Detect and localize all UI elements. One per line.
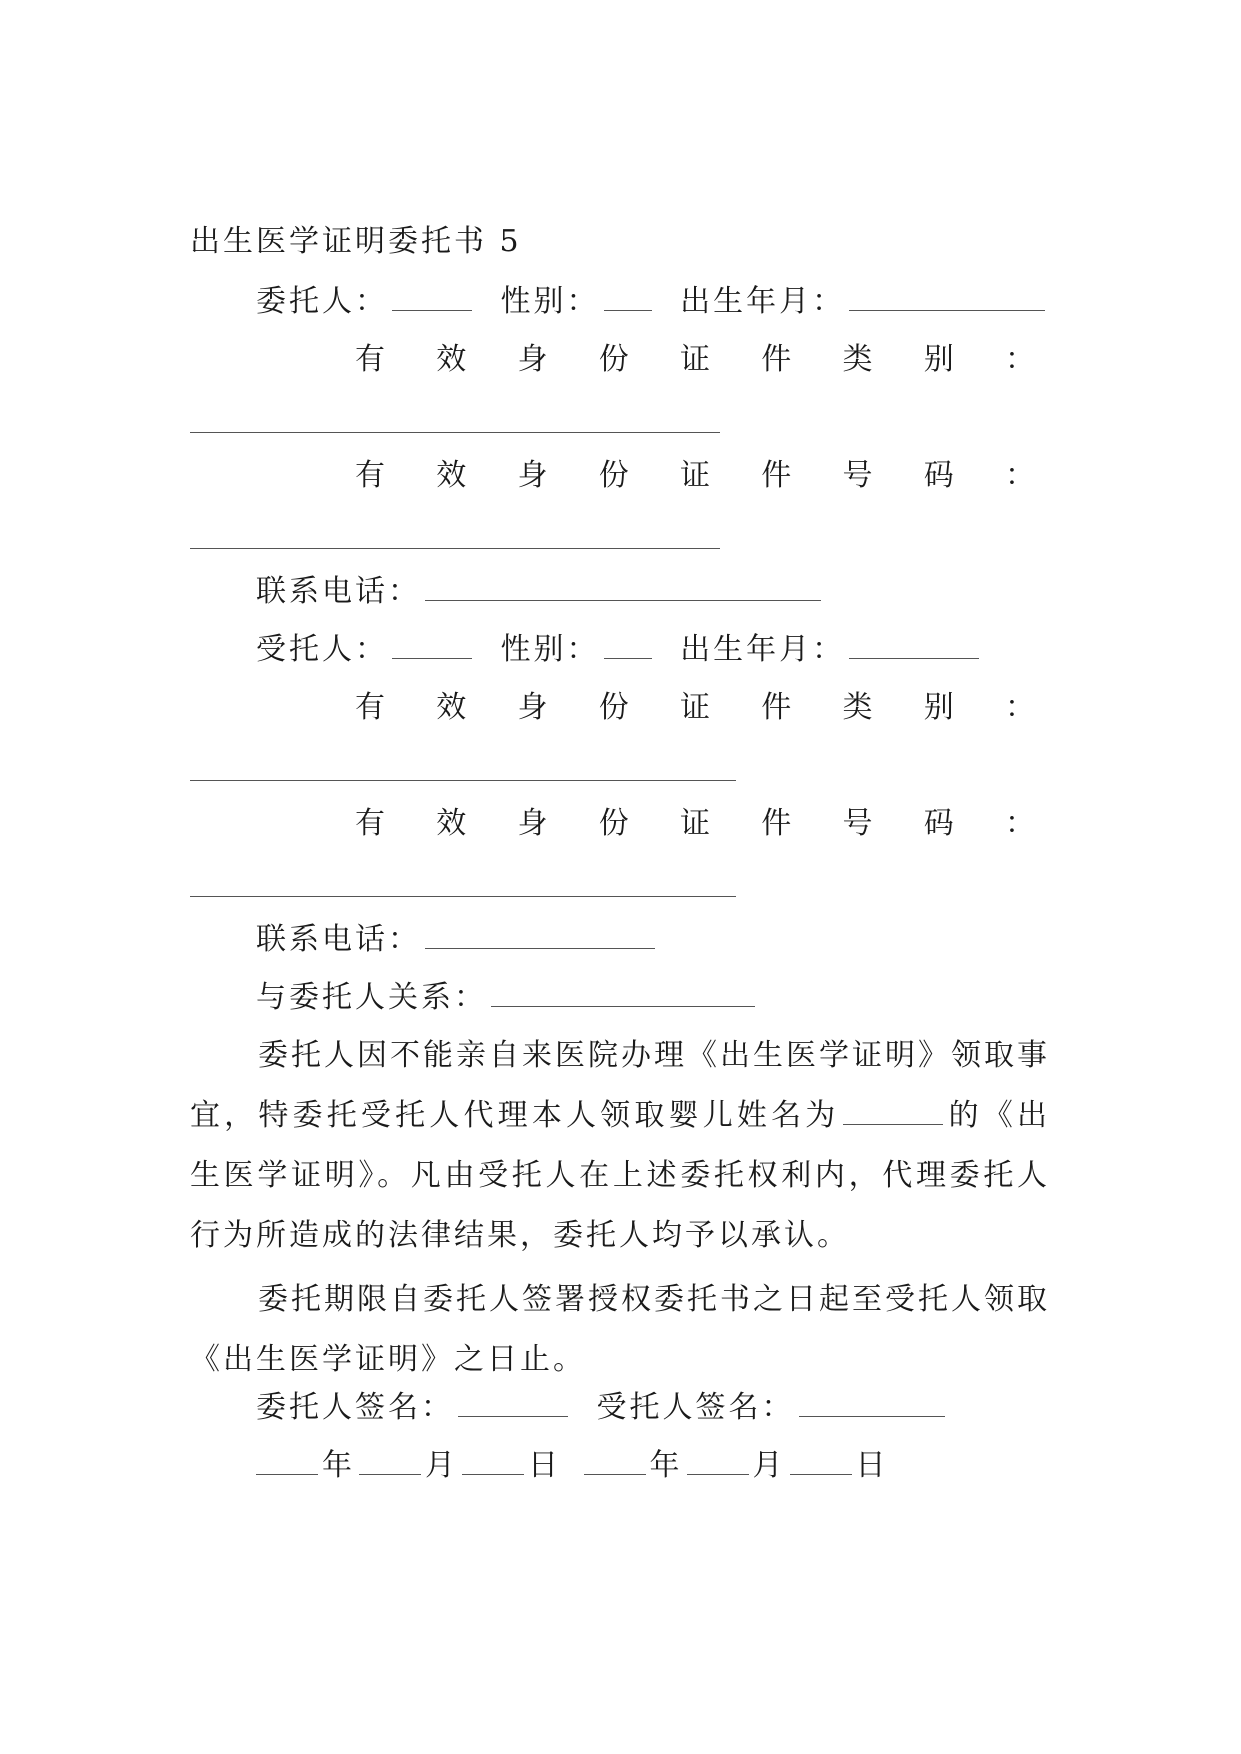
char: 有 <box>355 690 385 725</box>
char: 件 <box>761 806 792 841</box>
agent-id-type-label <box>355 688 1035 728</box>
principal-phone-row <box>256 572 825 612</box>
principal-id-type-blank[interactable] <box>190 432 720 433</box>
principal-name-blank[interactable] <box>392 282 472 311</box>
year-label: 年 <box>322 1448 355 1483</box>
principal-birth-label: 出生年月： <box>680 284 846 319</box>
char: 号 <box>842 458 873 493</box>
agent-signature-blank[interactable] <box>799 1388 945 1417</box>
char: 效 <box>436 690 467 725</box>
char: 份 <box>598 690 629 725</box>
agent-id-type-blank[interactable] <box>190 780 736 781</box>
char: ： <box>1005 806 1035 841</box>
char: 效 <box>436 458 467 493</box>
principal-label: 委托人： <box>256 284 388 319</box>
principal-id-number-label <box>355 456 1035 496</box>
principal-gender-blank[interactable] <box>604 282 652 311</box>
char: 份 <box>598 342 629 377</box>
relation-row <box>256 978 759 1018</box>
agent-birth-blank[interactable] <box>849 630 979 659</box>
char: ： <box>1005 690 1035 725</box>
principal-id-number-blank[interactable] <box>190 548 720 549</box>
agent-phone-label: 联系电话： <box>256 922 421 957</box>
char: 码 <box>923 458 954 493</box>
char: 证 <box>680 458 710 493</box>
char: 身 <box>517 690 548 725</box>
principal-phone-blank[interactable] <box>425 572 821 601</box>
year-label: 年 <box>649 1448 683 1483</box>
char: ： <box>1005 458 1035 493</box>
relation-label: 与委托人关系： <box>256 980 487 1015</box>
char: 件 <box>761 342 792 377</box>
month-label: 月 <box>752 1448 786 1483</box>
signature-row <box>256 1388 949 1428</box>
agent-id-number-blank[interactable] <box>190 896 736 897</box>
para1-part-a: 委托人因不能亲自来医院办理《出生医学证明》领取事宜，特委托受托人代理本人领取婴儿姓名为 <box>190 1038 1050 1133</box>
agent-year-blank[interactable] <box>584 1446 646 1475</box>
char: 证 <box>680 690 710 725</box>
char: 类 <box>842 690 873 725</box>
char: 证 <box>680 342 710 377</box>
char: 有 <box>355 458 385 493</box>
principal-signature-label: 委托人签名： <box>256 1390 454 1425</box>
date-row <box>256 1446 889 1486</box>
month-label: 月 <box>425 1448 458 1483</box>
para2-text: 委托期限自委托人签署授权委托书之日起至受托人领取《出生医学证明》之日止。 <box>190 1282 1050 1377</box>
agent-day-blank[interactable] <box>790 1446 852 1475</box>
document-title <box>190 222 522 262</box>
agent-label: 受托人： <box>256 632 388 667</box>
agent-gender-label: 性别： <box>500 632 600 667</box>
char: 证 <box>680 806 710 841</box>
principal-gender-label: 性别： <box>500 284 600 319</box>
char: 有 <box>355 806 385 841</box>
char: ： <box>1005 342 1035 377</box>
char: 身 <box>517 806 548 841</box>
principal-id-type-label <box>355 340 1035 380</box>
title-text: 出生医学证明委托书 5 <box>190 224 522 259</box>
agent-row <box>256 630 983 670</box>
char: 身 <box>517 458 548 493</box>
day-label: 日 <box>855 1448 889 1483</box>
principal-year-blank[interactable] <box>256 1446 318 1475</box>
char: 效 <box>436 806 467 841</box>
principal-day-blank[interactable] <box>462 1446 524 1475</box>
agent-month-blank[interactable] <box>687 1446 749 1475</box>
char: 效 <box>436 342 467 377</box>
char: 别 <box>923 690 954 725</box>
char: 号 <box>842 806 873 841</box>
principal-phone-label: 联系电话： <box>256 574 421 609</box>
agent-id-number-label <box>355 804 1035 844</box>
principal-signature-blank[interactable] <box>458 1388 568 1417</box>
char: 份 <box>598 458 629 493</box>
char: 身 <box>517 342 548 377</box>
agent-birth-label: 出生年月： <box>680 632 846 667</box>
baby-name-blank[interactable] <box>843 1096 943 1125</box>
agent-gender-blank[interactable] <box>604 630 652 659</box>
agent-signature-label: 受托人签名： <box>596 1390 795 1425</box>
char: 类 <box>842 342 873 377</box>
agent-phone-blank[interactable] <box>425 920 655 949</box>
principal-row <box>256 282 1049 322</box>
char: 码 <box>923 806 954 841</box>
principal-month-blank[interactable] <box>359 1446 421 1475</box>
char: 份 <box>598 806 629 841</box>
char: 件 <box>761 690 792 725</box>
day-label: 日 <box>528 1448 561 1483</box>
agent-phone-row <box>256 920 659 960</box>
char: 别 <box>923 342 954 377</box>
agent-name-blank[interactable] <box>392 630 472 659</box>
relation-blank[interactable] <box>491 978 755 1007</box>
body-paragraph-2 <box>190 1270 1050 1390</box>
body-paragraph-1 <box>190 1026 1050 1266</box>
char: 件 <box>761 458 792 493</box>
para1-part-b: 的《出生医学证明》。凡由受托人在上述委托权利内，代理委托人行为所造成的法律结果，委托人均予以承认。 <box>190 1098 1051 1253</box>
principal-birth-blank[interactable] <box>849 282 1045 311</box>
char: 有 <box>355 342 385 377</box>
